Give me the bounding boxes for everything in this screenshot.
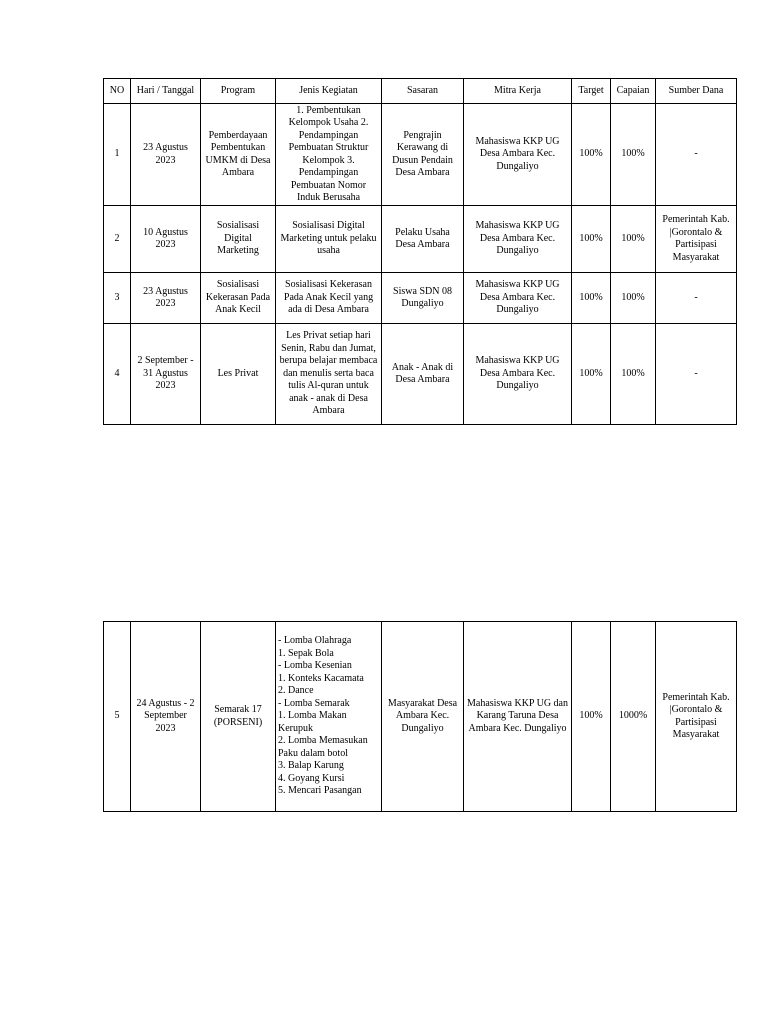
cell-jenis-kegiatan <box>276 622 382 812</box>
cell-sumber-dana: Pemerintah Kab. |Gorontalo & Partisipasi Masyarakat <box>656 622 737 812</box>
header-program: Program <box>201 79 276 104</box>
cell-tanggal: 23 Agustus 2023 <box>131 273 201 324</box>
cell-sasaran: Siswa SDN 08 Dungaliyo <box>382 273 464 324</box>
cell-sumber-dana: - <box>656 273 737 324</box>
cell-program: Sosialisasi Kekerasan Pada Anak Kecil <box>201 273 276 324</box>
kegiatan-line: 1. Konteks Kacamata <box>278 672 364 684</box>
table-row <box>104 273 737 324</box>
kegiatan-line: - Lomba Olahraga <box>278 635 352 647</box>
kegiatan-line: 1. Sepak Bola <box>278 647 334 659</box>
cell-sumber-dana: - <box>656 324 737 425</box>
cell-target: 100% <box>572 206 611 273</box>
cell-capaian: 100% <box>611 104 656 206</box>
header-mitra-kerja: Mitra Kerja <box>464 79 572 104</box>
cell-no: 2 <box>104 206 131 273</box>
cell-tanggal: 2 September - 31 Agustus 2023 <box>131 324 201 425</box>
cell-capaian: 100% <box>611 206 656 273</box>
header-jenis-kegiatan: Jenis Kegiatan <box>276 79 382 104</box>
cell-program: Semarak 17 (PORSENI) <box>201 622 276 812</box>
cell-sasaran: Pengrajin Kerawang di Dusun Pendain Desa Ambara <box>382 104 464 206</box>
cell-mitra-kerja: Mahasiswa KKP UG Desa Ambara Kec. Dungaliyo <box>464 206 572 273</box>
table-row <box>104 104 737 206</box>
cell-target: 100% <box>572 324 611 425</box>
kegiatan-line: 2. Lomba Memasukan Paku dalam botol <box>278 735 368 759</box>
cell-mitra-kerja: Mahasiswa KKP UG Desa Ambara Kec. Dungaliyo <box>464 104 572 206</box>
kegiatan-line: 2. Dance <box>278 685 314 697</box>
kegiatan-line: 5. Mencari Pasangan <box>278 785 362 797</box>
cell-jenis-kegiatan: Sosialisasi Kekerasan Pada Anak Kecil yang ada di Desa Ambara <box>276 273 382 324</box>
cell-tanggal: 10 Agustus 2023 <box>131 206 201 273</box>
cell-mitra-kerja: Mahasiswa KKP UG dan Karang Taruna Desa Ambara Kec. Dungaliyo <box>464 622 572 812</box>
cell-jenis-kegiatan: 1. Pembentukan Kelompok Usaha 2. Pendampingan Pembuatan Struktur Kelompok 3. Pendampingan Pembuatan Nomor Induk Berusaha <box>276 104 382 206</box>
header-sasaran: Sasaran <box>382 79 464 104</box>
activity-table-continued <box>103 621 737 812</box>
header-capaian: Capaian <box>611 79 656 104</box>
cell-mitra-kerja: Mahasiswa KKP UG Desa Ambara Kec. Dungaliyo <box>464 324 572 425</box>
header-tanggal: Hari / Tanggal <box>131 79 201 104</box>
cell-jenis-kegiatan: Sosialisasi Digital Marketing untuk pelaku usaha <box>276 206 382 273</box>
header-sumber-dana: Sumber Dana <box>656 79 737 104</box>
cell-program: Pemberdayaan Pembentukan UMKM di Desa Ambara <box>201 104 276 206</box>
cell-sumber-dana: - <box>656 104 737 206</box>
cell-sasaran: Pelaku Usaha Desa Ambara <box>382 206 464 273</box>
cell-sasaran: Anak - Anak di Desa Ambara <box>382 324 464 425</box>
cell-target: 100% <box>572 273 611 324</box>
header-no: NO <box>104 79 131 104</box>
cell-tanggal: 23 Agustus 2023 <box>131 104 201 206</box>
cell-jenis-kegiatan: Les Privat setiap hari Senin, Rabu dan Jumat, berupa belajar membaca dan menulis serta baca tulis Al-quran untuk anak - anak di Desa Ambara <box>276 324 382 425</box>
table-header-row <box>104 79 737 104</box>
kegiatan-line: - Lomba Kesenian <box>278 660 352 672</box>
cell-program: Les Privat <box>201 324 276 425</box>
cell-program: Sosialisasi Digital Marketing <box>201 206 276 273</box>
cell-sumber-dana: Pemerintah Kab. |Gorontalo & Partisipasi Masyarakat <box>656 206 737 273</box>
cell-target: 100% <box>572 622 611 812</box>
cell-capaian: 1000% <box>611 622 656 812</box>
cell-capaian: 100% <box>611 273 656 324</box>
cell-target: 100% <box>572 104 611 206</box>
activity-table <box>103 78 737 425</box>
kegiatan-line: 4. Goyang Kursi <box>278 772 345 784</box>
table-row <box>104 622 737 812</box>
kegiatan-line: 1. Lomba Makan Kerupuk <box>278 710 347 734</box>
cell-no: 1 <box>104 104 131 206</box>
cell-mitra-kerja: Mahasiswa KKP UG Desa Ambara Kec. Dungaliyo <box>464 273 572 324</box>
cell-tanggal: 24 Agustus - 2 September 2023 <box>131 622 201 812</box>
cell-capaian: 100% <box>611 324 656 425</box>
cell-no: 4 <box>104 324 131 425</box>
cell-no: 5 <box>104 622 131 812</box>
table-row <box>104 324 737 425</box>
table-row <box>104 206 737 273</box>
kegiatan-line: - Lomba Semarak <box>278 697 350 709</box>
cell-no: 3 <box>104 273 131 324</box>
cell-sasaran: Masyarakat Desa Ambara Kec. Dungaliyo <box>382 622 464 812</box>
kegiatan-line: 3. Balap Karung <box>278 760 344 772</box>
header-target: Target <box>572 79 611 104</box>
